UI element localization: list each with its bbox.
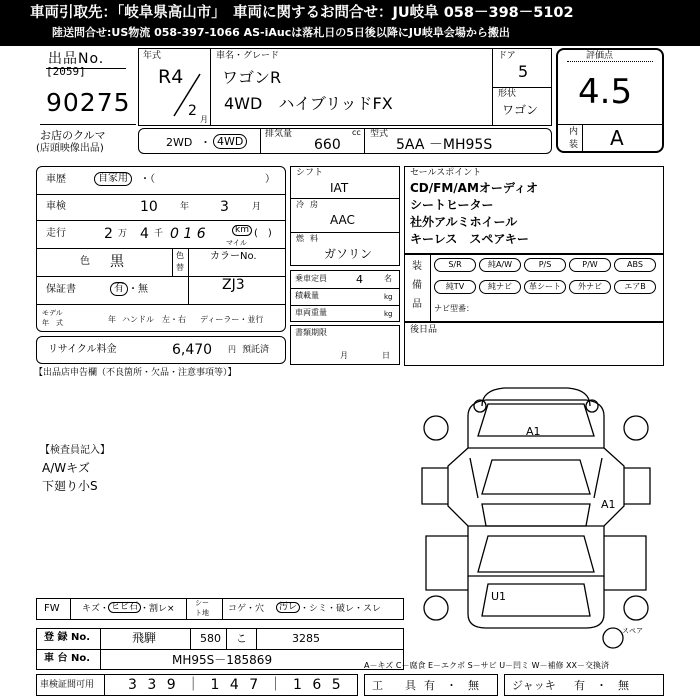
shop-sub-label: (店頭映像出品) <box>36 143 104 154</box>
divider <box>70 598 71 620</box>
divider <box>190 628 191 649</box>
mileage-mile: マイル <box>226 239 247 247</box>
equip-leather: 革シート <box>524 280 566 294</box>
document-date-month: 月 <box>340 351 348 360</box>
model-grade: 4WD ハイブリッドFX <box>224 94 393 113</box>
color-code: ZJ3 <box>222 277 245 293</box>
doors-value: 5 <box>518 62 529 81</box>
registration-kana: こ <box>236 632 247 645</box>
fw-text-1: キズ・ <box>82 604 109 614</box>
cert-label: 車検証間可用 <box>40 680 95 690</box>
header-pickup-text: 車両引取先：「岐阜県高山市」 車両に関するお問合せ：JU岐阜 058－398－5102 <box>30 5 574 21</box>
equip-ext-navi: 外ナビ <box>569 280 611 294</box>
listing-number: 90275 <box>46 88 131 117</box>
divider <box>430 254 431 322</box>
jack-value: 有 ・ 無 <box>574 679 629 692</box>
recycle-value: 6,470 <box>172 342 213 358</box>
seller-notes-label: 【出品店申告欄（不良箇所・欠品・注意事項等）】 <box>34 368 237 378</box>
divider <box>186 598 187 620</box>
recycle-label: リサイクル料金 <box>48 344 117 355</box>
dealer-text: ディーラー・並行 <box>200 315 264 324</box>
fw-circled-crack: ヒビ石 <box>108 602 141 613</box>
divider <box>290 305 400 306</box>
engine-unit: cc <box>352 128 361 137</box>
equipment-label-3: 品 <box>412 299 422 310</box>
color-label: 色 <box>80 256 90 267</box>
doors-label: ドア <box>498 51 516 61</box>
drive-4wd-circled: 4WD <box>213 134 247 149</box>
fuel-label: 燃料 <box>296 234 324 243</box>
inspection-label: 車検 <box>46 201 66 212</box>
mileage-sen: 4 <box>140 226 149 242</box>
seat-label-2: ト地 <box>195 609 209 617</box>
divider <box>188 248 189 304</box>
load-label: 積載量 <box>295 291 319 300</box>
capacity-unit: 名 <box>384 274 392 283</box>
mileage-sen-unit: 千 <box>154 229 164 239</box>
inspection-month-unit: 月 <box>252 202 262 212</box>
divider <box>492 87 552 88</box>
body-type-value: ワゴン <box>502 103 539 117</box>
document-date-day: 日 <box>382 351 390 360</box>
equipment-label-1: 装 <box>412 261 422 272</box>
navi-model-label: ナビ型番： <box>434 304 474 313</box>
divider <box>36 276 286 277</box>
recycle-note: 預託済 <box>242 345 270 355</box>
divider <box>210 48 211 126</box>
history-rest: ・（ ） <box>140 174 275 185</box>
inspector-note-2: 下廻り小S <box>42 479 98 493</box>
equipment-label-2: 備 <box>412 280 422 291</box>
shop-label: お店のクルマ <box>40 129 106 142</box>
jack-label: ジャッキ <box>512 679 556 692</box>
registration-place: 飛騨 <box>132 631 157 645</box>
divider <box>364 128 365 154</box>
weight-unit: kg <box>384 310 393 318</box>
damage-legend: A－キズ C－腐食 E－エクボ S－サビ U－凹ミ W－補修 XX－交換済 <box>364 661 610 670</box>
color-code-label: カラーNo. <box>210 251 257 262</box>
type-label: 型式 <box>370 129 389 139</box>
history-circled: 自家用 <box>94 172 132 186</box>
sales-point-label: セールスポイント <box>410 168 482 178</box>
mileage-man: 2 <box>104 226 113 242</box>
divider <box>222 598 223 620</box>
interior-label-1: 内 <box>569 127 579 137</box>
engine-value: 660 <box>314 137 341 153</box>
car-damage-diagram <box>408 376 664 662</box>
divider <box>172 248 173 276</box>
engine-label: 排気量 <box>265 129 293 139</box>
detail-box <box>36 166 286 332</box>
equip-airbag: エアB <box>614 280 656 294</box>
recycle-unit: 円 <box>228 345 236 354</box>
year-month: 2 <box>188 103 197 119</box>
sales-point-2: シートヒーター <box>410 198 494 212</box>
divider <box>100 628 101 670</box>
mileage-label: 走行 <box>46 228 66 239</box>
fw-label: FW <box>44 603 60 614</box>
mileage-km-circled: km <box>232 225 252 236</box>
sales-point-1: CD/FM/AMオーディオ <box>410 181 538 195</box>
interior-value: A <box>610 126 624 150</box>
model-label: 車名・グレード <box>216 51 280 61</box>
type-value: 5AA －MH95S <box>396 137 493 153</box>
color-change-2: 替 <box>176 263 184 272</box>
inspection-month: 3 <box>220 199 229 215</box>
lane-number: [2059] <box>46 65 86 78</box>
inspector-note-1: A/Wキズ <box>42 461 90 475</box>
equip-abs: ABS <box>614 258 656 272</box>
after-items-label: 後日品 <box>410 325 438 335</box>
score-label: 評価点 <box>586 51 614 61</box>
divider <box>556 124 664 125</box>
tools-label: 工 具 <box>372 679 416 692</box>
handle-text: ハンドル 左・右 <box>122 315 186 324</box>
capacity-value: 4 <box>356 273 363 286</box>
warranty-label: 保証書 <box>46 284 76 295</box>
drive-sep: ・ <box>200 136 211 149</box>
aircon-label: 冷房 <box>296 200 324 209</box>
equip-power-steering: P/S <box>524 258 566 272</box>
year-era: R4 <box>158 66 184 88</box>
divider <box>36 194 286 195</box>
equip-navi: 純ナビ <box>479 280 521 294</box>
divider <box>36 649 404 650</box>
year-label: 年式 <box>143 51 162 61</box>
inspection-year: 10 <box>140 199 158 215</box>
cert-digits: 3 3 9 ｜ 1 4 7 ｜ 1 6 5 <box>128 677 344 693</box>
divider <box>290 232 400 233</box>
score-value: 4.5 <box>578 72 633 112</box>
divider <box>256 628 257 649</box>
model-year-label-1: モデル <box>42 309 63 317</box>
model-year-label-2: 年 式 <box>42 319 63 327</box>
fuel-value: ガソリン <box>324 247 373 261</box>
divider <box>260 128 261 154</box>
interior-label-2: 装 <box>569 140 579 150</box>
warranty-no: ・無 <box>128 284 148 295</box>
seat-text-1: コゲ・穴 <box>228 604 265 614</box>
divider <box>36 304 286 305</box>
divider <box>36 220 286 221</box>
seat-text-2: ・シミ・破レ・スレ <box>300 604 382 614</box>
divider <box>290 198 400 199</box>
color-change-1: 色 <box>176 251 184 260</box>
divider <box>582 124 583 153</box>
chassis-label: 車 台 No. <box>44 653 91 664</box>
divider <box>567 61 653 62</box>
color-value: 黒 <box>110 254 124 270</box>
spare-label: スペア <box>622 627 643 635</box>
inspection-year-unit: 年 <box>180 202 190 212</box>
mileage-paren: ( ) <box>254 228 272 239</box>
equip-power-window: P/W <box>569 258 611 272</box>
chassis-value: MH95S－185869 <box>172 653 273 667</box>
header-transport-text: 陸送問合せ:US物流 058-397-1066 AS-iAucは落札日の5日後以降にJU岐阜会場から搬出 <box>52 26 510 39</box>
body-type-label: 形状 <box>498 89 517 99</box>
inspector-label: 【検査員記入】 <box>40 445 110 456</box>
load-unit: kg <box>384 293 393 301</box>
equip-alloy-wheel: 純A/W <box>479 258 521 272</box>
warranty-circled: 有 <box>110 282 128 296</box>
listing-label: 出品No. <box>48 51 105 67</box>
sales-point-4: キーレス スペアキー <box>410 232 529 246</box>
equip-tv: 純TV <box>434 280 476 294</box>
model-year-unit: 年 <box>108 315 116 324</box>
registration-label: 登 録 No. <box>44 632 91 643</box>
weight-label: 車両重量 <box>295 308 327 317</box>
aircon-value: AAC <box>330 213 355 227</box>
divider <box>226 628 227 649</box>
registration-class: 580 <box>200 632 221 645</box>
divider <box>36 248 286 249</box>
year-month-unit: 月 <box>200 115 208 124</box>
divider <box>290 288 400 289</box>
sales-point-3: 社外アルミホイール <box>410 215 518 229</box>
seat-label-1: シー <box>195 599 209 607</box>
capacity-label: 乗車定員 <box>295 274 327 283</box>
after-items-box <box>404 322 664 366</box>
document-date-label: 書類期限 <box>295 328 327 337</box>
fw-text-2: ・割レ× <box>140 604 175 614</box>
model-name: ワゴンR <box>222 68 282 87</box>
equip-sunroof: S/R <box>434 258 476 272</box>
seat-circled-dirt: 汚レ <box>276 602 300 613</box>
history-label: 車歴 <box>46 174 66 185</box>
shift-value: IAT <box>330 181 349 195</box>
shift-label: シフト <box>296 168 324 178</box>
tools-value: 有 ・ 無 <box>424 679 479 692</box>
drive-2wd: 2WD <box>166 136 193 149</box>
listing-number-line <box>40 124 136 125</box>
registration-number: 3285 <box>292 632 320 645</box>
damage-mark-front: A1 <box>526 425 541 438</box>
divider <box>104 674 105 696</box>
damage-mark-right: A1 <box>601 498 616 511</box>
mileage-man-unit: 万 <box>118 229 128 239</box>
mileage-digits: 0 1 6 <box>170 226 206 242</box>
damage-mark-under: U1 <box>491 590 507 603</box>
